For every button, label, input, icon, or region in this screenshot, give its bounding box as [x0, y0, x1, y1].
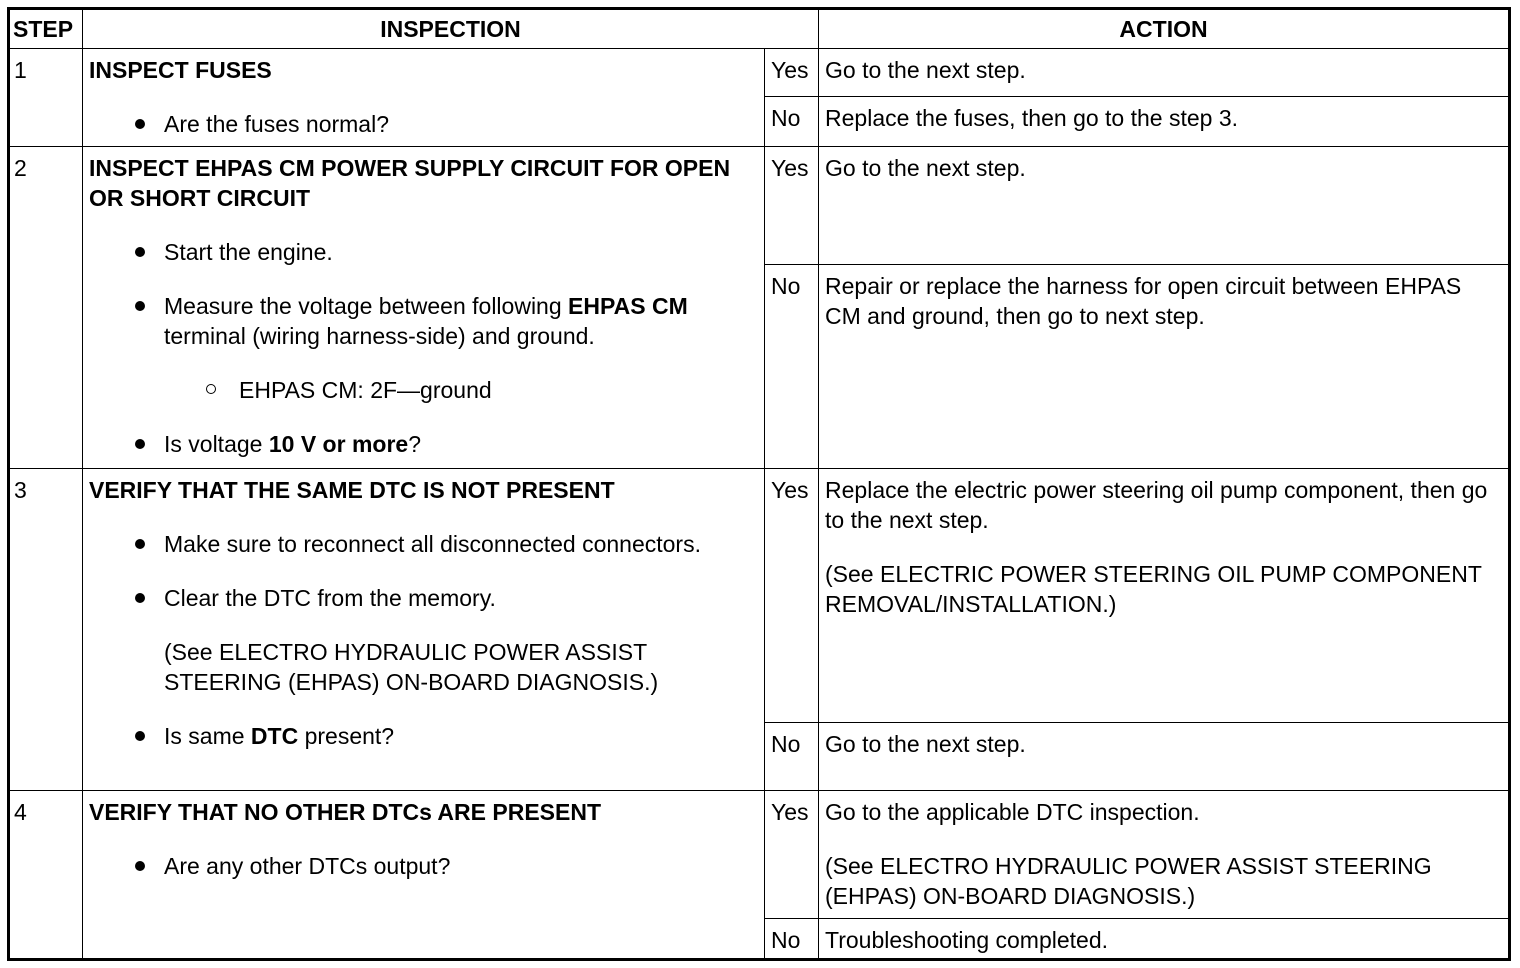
bullet-item [131, 721, 758, 751]
step-number: 4 [9, 791, 83, 960]
bullet-text-bold: DTC [250, 723, 299, 749]
yes-action [819, 791, 1510, 919]
action-text: Go to the applicable DTC inspection. [825, 799, 1200, 825]
bullet-item: Start the engine. [131, 237, 758, 267]
action-text: Replace the fuses, then go to the step 3. [825, 105, 1239, 131]
inspection-title: INSPECT EHPAS CM POWER SUPPLY CIRCUIT FOR OPEN OR SHORT CIRCUIT [89, 155, 731, 211]
inspection-bullets [89, 851, 758, 881]
header-inspection: INSPECTION [83, 9, 819, 49]
action-text: Replace the electric power steering oil pump component, then go to the next step. [825, 477, 1488, 533]
action-reference-note: (See ELECTRIC POWER STEERING OIL PUMP COMPONENT REMOVAL/INSTALLATION.) [825, 561, 1482, 617]
action-text: Repair or replace the harness for open circuit between EHPAS CM and ground, then go to next step. [825, 273, 1462, 329]
action-reference-note: (See ELECTRO HYDRAULIC POWER ASSIST STEERING (EHPAS) ON-BOARD DIAGNOSIS.) [825, 853, 1432, 909]
sub-bullets [89, 375, 758, 405]
no-label: No [765, 265, 819, 469]
sub-bullet-item: EHPAS CM: 2F—ground [204, 375, 758, 405]
step-3-yes-row [9, 469, 1510, 723]
inspection-title: VERIFY THAT NO OTHER DTCs ARE PRESENT [89, 799, 602, 825]
step-2-inspection [83, 147, 765, 469]
step-1-inspection [83, 49, 765, 147]
bullet-item: Clear the DTC from the memory. [131, 583, 758, 613]
step-2-yes-row [9, 147, 1510, 265]
action-text: Go to the next step. [825, 731, 1026, 757]
yes-action [819, 469, 1510, 723]
bullet-text: Is same [164, 723, 251, 749]
action-text: Troubleshooting completed. [825, 927, 1109, 953]
bullet-item: Make sure to reconnect all disconnected connectors. [131, 529, 758, 559]
no-action [819, 723, 1510, 791]
inspection-bullets [89, 109, 758, 139]
step-4-inspection [83, 791, 765, 960]
no-action [819, 265, 1510, 469]
diagnostic-procedure-table [7, 7, 1511, 961]
no-label: No [765, 97, 819, 147]
step-number: 3 [9, 469, 83, 791]
bullet-item [131, 429, 758, 459]
reference-note: (See ELECTRO HYDRAULIC POWER ASSIST STEERING (EHPAS) ON-BOARD DIAGNOSIS.) [164, 639, 659, 695]
step-3-inspection [83, 469, 765, 791]
yes-label: Yes [765, 49, 819, 97]
no-action [819, 97, 1510, 147]
inspection-bullets [89, 237, 758, 459]
header-step: STEP [9, 9, 83, 49]
no-action [819, 919, 1510, 960]
no-label: No [765, 919, 819, 960]
no-label: No [765, 723, 819, 791]
yes-label: Yes [765, 147, 819, 265]
bullet-item [131, 291, 758, 405]
bullet-text: Is voltage [164, 431, 269, 457]
yes-action [819, 147, 1510, 265]
inspection-bullets [89, 529, 758, 613]
inspection-title: INSPECT FUSES [89, 57, 272, 83]
bullet-item: Are the fuses normal? [131, 109, 758, 139]
bullet-item: Are any other DTCs output? [131, 851, 758, 881]
action-text: Go to the next step. [825, 57, 1026, 83]
header-action: ACTION [819, 9, 1510, 49]
action-text: Go to the next step. [825, 155, 1026, 181]
yes-label: Yes [765, 469, 819, 723]
bullet-text-bold: EHPAS CM [568, 293, 688, 319]
bullet-text: present? [298, 723, 395, 749]
step-1-yes-row [9, 49, 1510, 97]
table-header-row [9, 9, 1510, 49]
inspection-title: VERIFY THAT THE SAME DTC IS NOT PRESENT [89, 477, 615, 503]
bullet-text: ? [408, 431, 421, 457]
step-number: 2 [9, 147, 83, 469]
bullet-text-bold: 10 V or more [268, 431, 409, 457]
yes-label: Yes [765, 791, 819, 919]
bullet-text: terminal (wiring harness-side) and ground. [164, 323, 595, 349]
step-4-yes-row [9, 791, 1510, 919]
step-number: 1 [9, 49, 83, 147]
inspection-bullets [89, 721, 758, 751]
yes-action [819, 49, 1510, 97]
bullet-text: Measure the voltage between following [164, 293, 569, 319]
